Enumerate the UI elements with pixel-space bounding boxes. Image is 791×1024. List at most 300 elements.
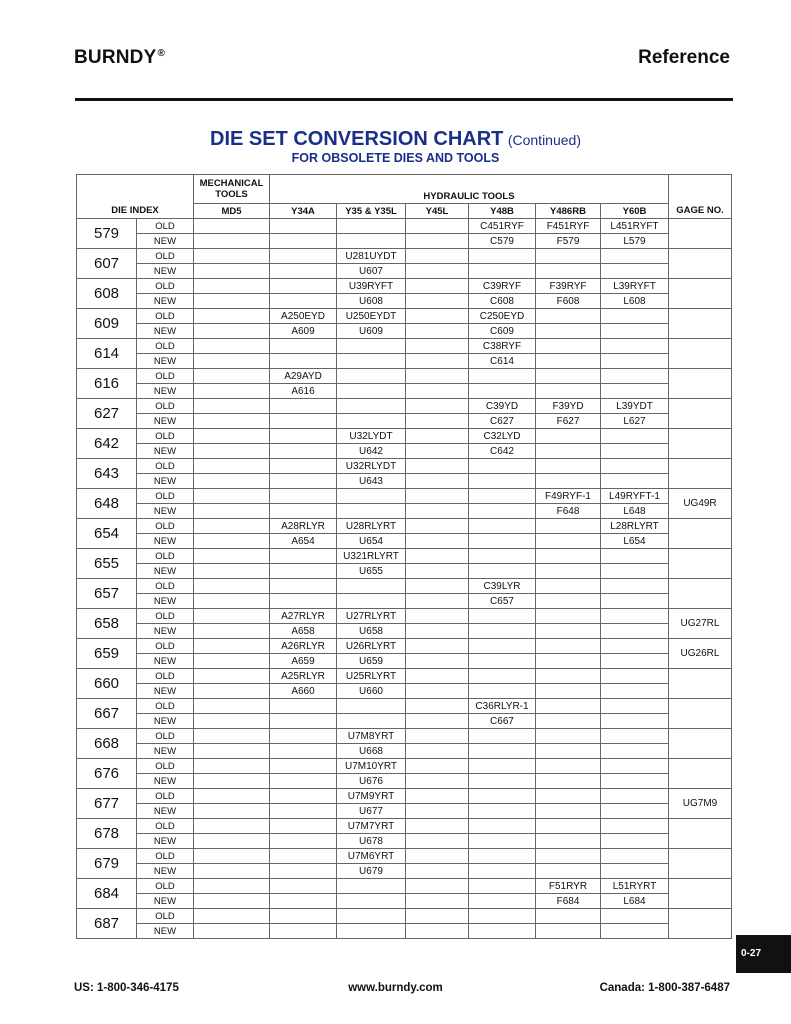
table-cell: F51RYR	[536, 879, 601, 894]
table-cell	[536, 594, 601, 609]
table-cell: A609	[270, 324, 337, 339]
table-cell	[536, 849, 601, 864]
table-cell	[194, 654, 270, 669]
table-cell: A29AYD	[270, 369, 337, 384]
table-cell	[194, 669, 270, 684]
table-cell	[536, 774, 601, 789]
table-cell	[469, 459, 536, 474]
table-cell	[194, 489, 270, 504]
table-cell	[406, 669, 469, 684]
table-cell: F49RYF-1	[536, 489, 601, 504]
table-cell	[469, 519, 536, 534]
table-cell	[270, 879, 337, 894]
table-cell	[270, 759, 337, 774]
table-cell	[194, 339, 270, 354]
table-row	[77, 714, 732, 729]
table-cell	[270, 819, 337, 834]
table-cell: A250EYD	[270, 309, 337, 324]
table-cell: F608	[536, 294, 601, 309]
table-cell: U609	[337, 324, 406, 339]
table-cell	[406, 354, 469, 369]
table-cell: U659	[337, 654, 406, 669]
die-index-cell: 676	[77, 759, 137, 789]
die-index-cell: 608	[77, 279, 137, 309]
table-row	[77, 624, 732, 639]
table-row	[77, 669, 732, 684]
table-row	[77, 384, 732, 399]
gage-header: GAGE NO.	[669, 204, 732, 219]
old-label-cell: OLD	[137, 909, 194, 924]
table-cell: U32LYDT	[337, 429, 406, 444]
old-label-cell: OLD	[137, 519, 194, 534]
table-row	[77, 294, 732, 309]
new-label-cell: NEW	[137, 864, 194, 879]
table-cell	[406, 429, 469, 444]
table-cell: U676	[337, 774, 406, 789]
table-cell	[194, 309, 270, 324]
table-cell	[601, 774, 669, 789]
table-row	[77, 549, 732, 564]
table-cell	[536, 699, 601, 714]
table-cell	[469, 549, 536, 564]
table-cell	[536, 384, 601, 399]
table-cell	[194, 534, 270, 549]
table-cell	[337, 384, 406, 399]
table-cell	[194, 279, 270, 294]
die-index-cell: 579	[77, 219, 137, 249]
table-cell: F627	[536, 414, 601, 429]
table-row	[77, 504, 732, 519]
table-cell	[536, 534, 601, 549]
table-cell	[194, 504, 270, 519]
old-label-cell: OLD	[137, 249, 194, 264]
table-cell	[194, 324, 270, 339]
old-label-cell: OLD	[137, 309, 194, 324]
table-row	[77, 219, 732, 234]
old-label-cell: OLD	[137, 819, 194, 834]
table-cell: L39YDT	[601, 399, 669, 414]
table-cell	[469, 504, 536, 519]
gage-header-top	[669, 175, 732, 204]
table-cell	[469, 834, 536, 849]
column-header: Y45L	[406, 204, 469, 219]
die-index-cell: 654	[77, 519, 137, 549]
table-cell	[270, 294, 337, 309]
table-cell	[601, 384, 669, 399]
table-cell	[406, 294, 469, 309]
table-cell: L654	[601, 534, 669, 549]
table-cell	[536, 909, 601, 924]
old-label-cell: OLD	[137, 339, 194, 354]
table-cell	[536, 264, 601, 279]
old-label-cell: OLD	[137, 219, 194, 234]
table-cell	[194, 564, 270, 579]
table-cell	[536, 669, 601, 684]
gage-cell	[669, 669, 732, 699]
table-cell	[337, 339, 406, 354]
table-cell: L451RYFT	[601, 219, 669, 234]
table-cell: U26RLYRT	[337, 639, 406, 654]
table-cell	[406, 384, 469, 399]
table-cell	[536, 639, 601, 654]
table-cell	[194, 639, 270, 654]
gage-cell	[669, 369, 732, 399]
table-cell	[536, 924, 601, 939]
table-cell	[194, 849, 270, 864]
table-cell	[270, 564, 337, 579]
table-cell	[536, 609, 601, 624]
footer-website: www.burndy.com	[348, 982, 443, 994]
table-cell	[194, 474, 270, 489]
table-cell	[536, 729, 601, 744]
table-cell	[194, 699, 270, 714]
old-label-cell: OLD	[137, 849, 194, 864]
die-index-cell: 643	[77, 459, 137, 489]
table-cell: L51RYRT	[601, 879, 669, 894]
table-cell: U642	[337, 444, 406, 459]
die-index-cell: 660	[77, 669, 137, 699]
table-cell	[469, 654, 536, 669]
table-row	[77, 684, 732, 699]
table-cell	[194, 924, 270, 939]
table-cell	[536, 309, 601, 324]
table-cell	[536, 444, 601, 459]
table-row	[77, 759, 732, 774]
table-cell	[536, 579, 601, 594]
new-label-cell: NEW	[137, 594, 194, 609]
table-cell	[270, 789, 337, 804]
table-row	[77, 654, 732, 669]
gage-cell	[669, 849, 732, 879]
table-cell: L28RLYRT	[601, 519, 669, 534]
table-cell	[536, 324, 601, 339]
new-label-cell: NEW	[137, 474, 194, 489]
table-cell	[406, 654, 469, 669]
table-cell: C608	[469, 294, 536, 309]
table-cell	[601, 354, 669, 369]
table-cell	[337, 504, 406, 519]
table-cell	[469, 879, 536, 894]
die-index-cell: 614	[77, 339, 137, 369]
table-cell	[406, 474, 469, 489]
table-cell	[337, 699, 406, 714]
gage-cell	[669, 549, 732, 579]
old-label-cell: OLD	[137, 879, 194, 894]
old-label-cell: OLD	[137, 279, 194, 294]
table-cell	[601, 324, 669, 339]
table-cell	[194, 624, 270, 639]
table-cell	[601, 339, 669, 354]
table-cell	[469, 789, 536, 804]
table-cell	[406, 489, 469, 504]
die-index-cell: 616	[77, 369, 137, 399]
table-cell	[194, 264, 270, 279]
table-row	[77, 249, 732, 264]
table-cell: L684	[601, 894, 669, 909]
table-row	[77, 579, 732, 594]
old-label-cell: OLD	[137, 729, 194, 744]
table-cell: U39RYFT	[337, 279, 406, 294]
table-cell: A660	[270, 684, 337, 699]
table-cell	[469, 249, 536, 264]
table-row	[77, 489, 732, 504]
table-cell	[406, 774, 469, 789]
table-cell	[536, 624, 601, 639]
table-cell	[469, 864, 536, 879]
mechanical-header: MECHANICAL TOOLS	[194, 175, 270, 204]
table-cell	[469, 819, 536, 834]
gage-cell	[669, 519, 732, 549]
table-cell	[536, 834, 601, 849]
table-cell	[337, 399, 406, 414]
table-cell	[270, 219, 337, 234]
table-cell: F39RYF	[536, 279, 601, 294]
table-row	[77, 324, 732, 339]
table-cell	[536, 789, 601, 804]
die-index-cell: 679	[77, 849, 137, 879]
table-cell	[601, 804, 669, 819]
table-cell	[270, 504, 337, 519]
table-cell	[406, 834, 469, 849]
table-cell: U321RLYRT	[337, 549, 406, 564]
table-cell	[601, 624, 669, 639]
table-cell	[406, 579, 469, 594]
table-cell	[194, 294, 270, 309]
gage-cell	[669, 399, 732, 429]
table-cell	[270, 354, 337, 369]
table-cell: U655	[337, 564, 406, 579]
table-cell: A659	[270, 654, 337, 669]
gage-cell	[669, 429, 732, 459]
table-cell: C627	[469, 414, 536, 429]
table-cell	[270, 249, 337, 264]
gage-cell	[669, 729, 732, 759]
table-cell	[601, 639, 669, 654]
table-cell: C451RYF	[469, 219, 536, 234]
table-cell	[601, 309, 669, 324]
table-cell	[194, 684, 270, 699]
table-row	[77, 309, 732, 324]
table-cell	[270, 729, 337, 744]
table-cell	[270, 834, 337, 849]
new-label-cell: NEW	[137, 804, 194, 819]
table-cell	[406, 759, 469, 774]
table-cell	[194, 879, 270, 894]
table-row	[77, 234, 732, 249]
brand-logo: BURNDY®	[74, 47, 166, 68]
table-cell: U608	[337, 294, 406, 309]
table-cell	[194, 384, 270, 399]
new-label-cell: NEW	[137, 654, 194, 669]
table-cell	[270, 459, 337, 474]
gage-cell	[669, 249, 732, 279]
hydraulic-header: HYDRAULIC TOOLS	[270, 175, 669, 204]
table-cell	[406, 249, 469, 264]
table-cell	[536, 714, 601, 729]
table-row	[77, 339, 732, 354]
table-cell	[536, 249, 601, 264]
gage-cell	[669, 219, 732, 249]
table-cell	[406, 399, 469, 414]
table-cell: C36RLYR-1	[469, 699, 536, 714]
table-cell	[469, 744, 536, 759]
table-row	[77, 699, 732, 714]
table-cell	[337, 489, 406, 504]
table-cell	[601, 429, 669, 444]
old-label-cell: OLD	[137, 369, 194, 384]
new-label-cell: NEW	[137, 354, 194, 369]
table-cell	[601, 924, 669, 939]
table-cell	[194, 399, 270, 414]
table-cell	[536, 564, 601, 579]
table-cell	[406, 309, 469, 324]
table-cell: C642	[469, 444, 536, 459]
table-cell	[601, 264, 669, 279]
table-cell	[194, 729, 270, 744]
gage-cell	[669, 309, 732, 339]
page-number-tab: 0-27	[736, 935, 791, 973]
chart-title-continued: (Continued)	[507, 132, 581, 148]
new-label-cell: NEW	[137, 564, 194, 579]
new-label-cell: NEW	[137, 324, 194, 339]
table-cell: L627	[601, 414, 669, 429]
table-cell: U654	[337, 534, 406, 549]
table-cell	[536, 354, 601, 369]
die-index-cell: 684	[77, 879, 137, 909]
die-index-cell: 607	[77, 249, 137, 279]
table-row	[77, 429, 732, 444]
table-cell	[601, 834, 669, 849]
die-index-cell: 609	[77, 309, 137, 339]
table-cell	[406, 444, 469, 459]
table-row	[77, 264, 732, 279]
column-header: Y48B	[469, 204, 536, 219]
header-rule	[75, 98, 733, 101]
table-row	[77, 594, 732, 609]
table-cell	[406, 639, 469, 654]
table-cell	[469, 759, 536, 774]
table-cell	[406, 684, 469, 699]
new-label-cell: NEW	[137, 684, 194, 699]
table-cell: U28RLYRT	[337, 519, 406, 534]
table-cell	[406, 339, 469, 354]
table-cell	[601, 609, 669, 624]
table-cell	[601, 789, 669, 804]
table-cell: F648	[536, 504, 601, 519]
table-cell	[194, 354, 270, 369]
table-cell	[337, 894, 406, 909]
table-row	[77, 279, 732, 294]
table-cell	[536, 864, 601, 879]
new-label-cell: NEW	[137, 894, 194, 909]
table-row	[77, 864, 732, 879]
table-cell: L579	[601, 234, 669, 249]
old-label-cell: OLD	[137, 429, 194, 444]
table-cell: U250EYDT	[337, 309, 406, 324]
die-index-cell: 659	[77, 639, 137, 669]
table-cell: U7M10YRT	[337, 759, 406, 774]
table-cell	[406, 924, 469, 939]
die-index-cell: 648	[77, 489, 137, 519]
new-label-cell: NEW	[137, 534, 194, 549]
new-label-cell: NEW	[137, 234, 194, 249]
table-cell	[536, 459, 601, 474]
table-cell: C250EYD	[469, 309, 536, 324]
table-cell	[194, 219, 270, 234]
table-cell: U7M8YRT	[337, 729, 406, 744]
die-index-cell: 668	[77, 729, 137, 759]
table-cell	[469, 774, 536, 789]
die-index-cell: 658	[77, 609, 137, 639]
die-index-cell: 678	[77, 819, 137, 849]
gage-cell: UG49R	[669, 489, 732, 519]
table-cell	[536, 429, 601, 444]
table-cell	[469, 264, 536, 279]
table-cell	[194, 909, 270, 924]
table-cell: U677	[337, 804, 406, 819]
new-label-cell: NEW	[137, 384, 194, 399]
table-cell	[601, 549, 669, 564]
table-cell: U32RLYDT	[337, 459, 406, 474]
table-cell	[406, 804, 469, 819]
new-label-cell: NEW	[137, 624, 194, 639]
table-cell	[270, 594, 337, 609]
table-cell: U643	[337, 474, 406, 489]
old-label-cell: OLD	[137, 489, 194, 504]
table-cell	[601, 684, 669, 699]
table-cell	[536, 474, 601, 489]
new-label-cell: NEW	[137, 774, 194, 789]
table-cell	[270, 489, 337, 504]
table-cell	[406, 594, 469, 609]
table-row	[77, 924, 732, 939]
new-label-cell: NEW	[137, 294, 194, 309]
table-cell	[469, 624, 536, 639]
table-row	[77, 564, 732, 579]
table-cell	[469, 849, 536, 864]
table-cell	[536, 654, 601, 669]
table-cell: L49RYFT-1	[601, 489, 669, 504]
table-cell	[194, 459, 270, 474]
table-cell	[469, 534, 536, 549]
table-cell	[601, 669, 669, 684]
table-cell: A654	[270, 534, 337, 549]
table-cell	[406, 534, 469, 549]
table-cell	[601, 249, 669, 264]
table-cell	[469, 474, 536, 489]
old-label-cell: OLD	[137, 789, 194, 804]
new-label-cell: NEW	[137, 444, 194, 459]
chart-subtitle: FOR OBSOLETE DIES AND TOOLS	[291, 151, 500, 165]
table-cell	[469, 564, 536, 579]
table-cell: U7M6YRT	[337, 849, 406, 864]
gage-cell: UG7M9	[669, 789, 732, 819]
table-cell	[194, 894, 270, 909]
column-header: Y35 & Y35L	[337, 204, 406, 219]
table-cell	[406, 849, 469, 864]
table-cell	[601, 759, 669, 774]
table-row	[77, 909, 732, 924]
table-cell	[194, 744, 270, 759]
table-cell	[194, 444, 270, 459]
table-cell: C38RYF	[469, 339, 536, 354]
table-cell	[601, 744, 669, 759]
table-cell	[406, 234, 469, 249]
table-cell	[194, 594, 270, 609]
table-cell: L39RYFT	[601, 279, 669, 294]
table-cell	[270, 849, 337, 864]
table-cell	[270, 864, 337, 879]
